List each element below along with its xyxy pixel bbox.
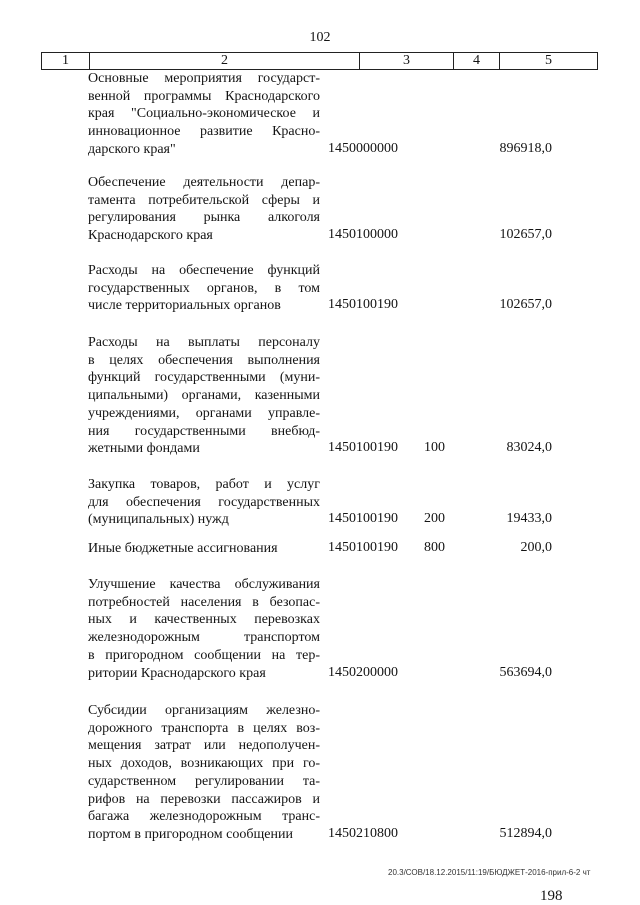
row-name-line: (муниципальных) нужд <box>88 512 229 528</box>
row-name-line: Обеспечение деятельности депар- <box>88 175 320 190</box>
row-name <box>88 70 320 159</box>
row-name <box>88 702 320 844</box>
row-code: 1450100000 <box>328 227 398 243</box>
row-name-line: в пригородном сообщении на тер- <box>88 647 320 663</box>
row-name-line: инновационное развитие Красно- <box>88 124 320 140</box>
row-name-line: Краснодарского края <box>88 228 213 244</box>
row-name-line: функций государственными (муни- <box>88 370 320 386</box>
row-code: 1450100190 <box>328 511 398 527</box>
row-sum: 102657,0 <box>499 227 552 243</box>
row-name-line: ритории Краснодарского края <box>88 665 266 681</box>
row-name-line: венной программы Краснодарского <box>88 88 320 104</box>
row-name <box>88 576 320 682</box>
row-name-line: государственных органов, в том <box>88 280 320 296</box>
row-sum: 200,0 <box>520 540 552 555</box>
row-name <box>88 334 320 458</box>
row-name-line: Расходы на обеспечение функций <box>88 263 320 278</box>
column-header-1: 1 <box>42 53 90 70</box>
column-header-5: 5 <box>500 53 598 70</box>
row-name-line: края "Социально-экономическое и <box>88 106 320 122</box>
row-code: 1450000000 <box>328 140 398 156</box>
row-name-line: учреждениями, органами управле- <box>88 405 320 421</box>
row-expense-type: 800 <box>424 540 445 555</box>
row-name-line: Иные бюджетные ассигнования <box>88 541 278 556</box>
row-name-line: Закупка товаров, работ и услуг <box>88 477 320 492</box>
column-header-3: 3 <box>360 53 454 70</box>
row-name-line: Основные мероприятия государст- <box>88 71 320 86</box>
row-name-line: жетными фондами <box>88 441 200 457</box>
row-code: 1450100190 <box>328 440 398 456</box>
row-code: 1450100190 <box>328 540 398 555</box>
row-sum: 102657,0 <box>499 297 552 313</box>
row-name-line: ных доходов, возникающих при го- <box>88 756 320 772</box>
column-header-table <box>41 52 598 70</box>
column-header-2: 2 <box>90 53 360 70</box>
row-name-line: для обеспечения государственных <box>88 494 320 510</box>
row-sum: 512894,0 <box>499 825 552 841</box>
row-name-line: в целях обеспечения выполнения <box>88 352 320 368</box>
row-name-line: потребностей населения в безопас- <box>88 594 320 610</box>
row-sum: 19433,0 <box>506 511 552 527</box>
row-name-line: Улучшение качества обслуживания <box>88 577 320 592</box>
row-name-line: железнодорожным транспортом <box>88 630 320 646</box>
row-name <box>88 262 320 315</box>
row-name-line: Субсидии организациям железно- <box>88 703 320 718</box>
row-sum: 83024,0 <box>506 440 552 456</box>
row-name-line: Расходы на выплаты персоналу <box>88 335 320 350</box>
row-code: 1450200000 <box>328 664 398 680</box>
row-code: 1450210800 <box>328 825 398 841</box>
row-name-line: ципальными) органами, казенными <box>88 388 320 404</box>
row-name-line: мещения затрат или недополучен- <box>88 738 320 754</box>
row-name-line: числе территориальных органов <box>88 298 281 314</box>
sheet-number: 198 <box>540 888 563 904</box>
row-name-line: ния государственными внебюд- <box>88 423 320 439</box>
row-name-line: дорожного транспорта в целях воз- <box>88 720 320 736</box>
row-name-line: дарского края" <box>88 141 176 157</box>
column-header-4: 4 <box>454 53 500 70</box>
row-name-line: багажа железнодорожным транс- <box>88 809 320 825</box>
row-name-line: тамента потребительской сферы и <box>88 192 320 208</box>
row-expense-type: 200 <box>424 511 445 527</box>
row-expense-type: 100 <box>424 440 445 456</box>
row-sum: 563694,0 <box>499 664 552 680</box>
row-name-line: сударственном регулировании та- <box>88 773 320 789</box>
row-name-line: портом в пригородном сообщении <box>88 826 293 842</box>
row-name <box>88 174 320 245</box>
column-header-row <box>42 53 598 70</box>
row-name-line: рифов на перевозки пассажиров и <box>88 791 320 807</box>
row-code: 1450100190 <box>328 297 398 313</box>
row-name-line: ных и качественных перевозках <box>88 612 320 628</box>
row-name <box>88 540 320 558</box>
page-number: 102 <box>309 30 331 45</box>
row-name-line: регулирования рынка алкоголя <box>88 210 320 226</box>
row-name <box>88 476 320 529</box>
footer-reference: 20.3/СОВ/18.12.2015/11:19/БЮДЖЕТ-2016-прил-6-2 чт <box>388 868 591 877</box>
row-sum: 896918,0 <box>499 140 552 156</box>
